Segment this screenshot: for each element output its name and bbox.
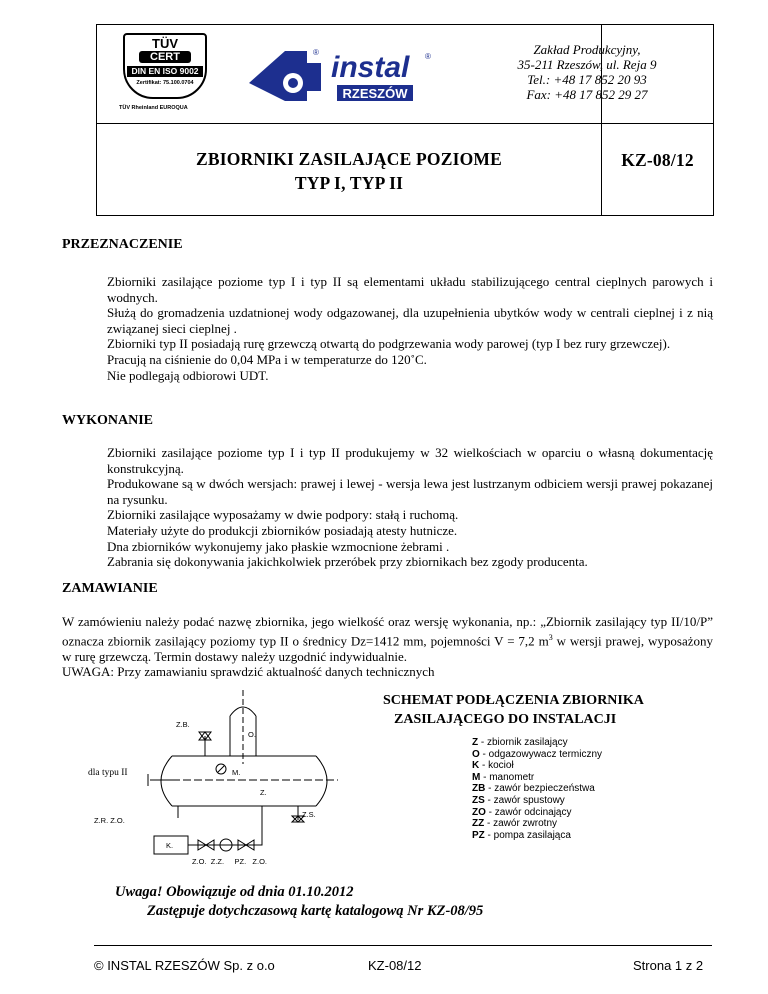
section-heading-przeznaczenie: PRZEZNACZENIE — [62, 237, 183, 252]
order-text-cont: w wersji prawej, wyposażony w rurę grzewczą. Termin dostawy należy uzgodnić indywidualnie. — [62, 632, 714, 664]
label-zb: Z.B. — [176, 720, 190, 729]
label-o: O. — [248, 730, 256, 739]
validity-note: Uwaga! Obowiązuje od dnia 01.10.2012 — [115, 884, 354, 900]
doc-subtitle: TYP I, TYP II — [294, 173, 404, 193]
paragraph: Nie podlegają odbiorowi UDT. — [107, 367, 269, 383]
schema-title-line: ZASILAJĄCEGO DO INSTALACJI — [394, 712, 617, 727]
label-k: K. — [166, 841, 174, 850]
tank-body — [172, 756, 316, 806]
address-box — [461, 24, 714, 124]
legend-item: ZB - zawór bezpieczeństwa — [472, 783, 595, 795]
label-typ2: dla typu II — [88, 768, 128, 778]
order-paragraph — [62, 614, 713, 664]
legend-item: ZO - zawór odcinający — [472, 806, 572, 818]
paragraph: Zbiorniki zasilające poziome typ I i typ II są elementami układu stabilizującego central cieplnych parowych i wodnych. — [107, 274, 713, 305]
fax-line: Fax: +48 17 852 29 27 — [526, 87, 648, 102]
diagram-svg — [80, 688, 440, 870]
legend-item: K - kocioł — [472, 760, 514, 772]
instal-logo — [245, 43, 435, 107]
order-superscript: 3 — [548, 632, 553, 642]
legend-item: ZS - zawór spustowy — [472, 794, 565, 806]
schema-title-line: SCHEMAT PODŁĄCZENIA ZBIORNIKA — [383, 693, 644, 708]
footer-company: © INSTAL RZESZÓW Sp. z o.o — [94, 958, 275, 973]
cert-text: CERT — [139, 51, 191, 63]
zamawianie-body — [62, 614, 713, 680]
address-line: Zakład Produkcyjny, — [533, 42, 641, 57]
paragraph: Materiały użyte do produkcji zbiorników posiadają atesty hutnicze. — [107, 522, 458, 538]
code-box — [601, 123, 714, 216]
zertifikat-text: Zertifikat: 75.100.0704 — [136, 80, 194, 86]
doc-code: KZ-08/12 — [621, 150, 694, 170]
tuv-text: TÜV — [152, 36, 178, 51]
installation-diagram — [80, 688, 440, 870]
legend-item: ZZ - zawór zwrotny — [472, 818, 558, 830]
legend-item: Z - zbiornik zasilający — [472, 737, 568, 748]
rheinland-text: TÜV Rheinland EUROQUA — [119, 105, 188, 111]
paragraph: Służą do gromadzenia uzdatnionej wody odgazowanej, dla uzupełnienia ubytków wody w centrali cieplnej i z nią związanej sieci cieplnej . — [107, 305, 713, 336]
legend-item: O - odgazowywacz termiczny — [472, 748, 603, 760]
section-heading-zamawianie: ZAMAWIANIE — [62, 581, 158, 596]
paragraph: Zbiorniki zasilające poziome typ I i typ II produkujemy w 32 wielkościach w oparciu o własną dokumentację konstrukcyjną. — [107, 445, 713, 476]
doc-title: ZBIORNIKI ZASILAJĄCE POZIOME — [195, 149, 503, 169]
tuv-cert-logo — [119, 33, 211, 117]
svg-text:®: ® — [313, 48, 319, 57]
przeznaczenie-body — [107, 274, 713, 383]
paragraph: Produkowane są w dwóch wersjach: prawej i lewej - wersja lewa jest lustrzanym odbiciem wersji prawej pokazanej na rysunku. — [107, 476, 713, 507]
label-zr-zo: Z.R. Z.O. — [94, 816, 125, 825]
din-text: DIN EN ISO 9002 — [127, 66, 203, 77]
label-z: Z. — [260, 788, 267, 797]
rzeszow-wordmark: RZESZÓW — [342, 86, 408, 101]
section-heading-wykonanie: WYKONANIE — [62, 413, 154, 428]
instal-logo-mark — [245, 43, 435, 107]
label-m: M. — [232, 768, 241, 777]
instal-wordmark: instal — [331, 51, 410, 84]
paragraph: Pracują na ciśnienie do 0,04 MPa i w temperaturze do 120˚C. — [107, 351, 427, 367]
diagram-legend — [472, 737, 602, 841]
paragraph: Zbiorniki typ II posiadają rurę grzewczą otwartą do podgrzewania wody parowej (typ I bez rury grzewczej). — [107, 336, 671, 352]
svg-text:®: ® — [425, 52, 431, 61]
legend-item: M - manometr — [472, 771, 535, 783]
order-text: W zamówieniu należy podać nazwę zbiornika, jego wielkość oraz wersję wykonania, np.: „Zbiornik zasilający typ II/10/P” oznacza zbiornik zasilający poziomy typ II o średnicy Dz=1412 mm, pojemności V = 7,2 m — [62, 614, 713, 648]
footer-code: KZ-08/12 — [368, 958, 422, 973]
paragraph: Zbiorniki zasilające wyposażamy w dwie podpory: stałą i ruchomą. — [107, 507, 459, 523]
warning-text: UWAGA: Przy zamawianiu sprawdzić aktualność danych technicznych — [62, 664, 435, 680]
label-zs: Z.S. — [302, 810, 316, 819]
paragraph: Zabrania się dokonywania jakichkolwiek przeróbek przy zbiornikach bez zgody producenta. — [107, 554, 588, 570]
address-line: 35-211 Rzeszów, ul. Reja 9 — [517, 57, 657, 72]
label-bottom: Z.O. Z.Z. PZ. Z.O. — [192, 857, 267, 866]
footer-rule — [94, 945, 712, 946]
replacement-note: Zastępuje dotychczasową kartę katalogową Nr KZ-08/95 — [147, 903, 484, 919]
footer-page: Strona 1 z 2 — [633, 958, 704, 973]
phone-line: Tel.: +48 17 852 20 93 — [527, 72, 647, 87]
paragraph: Dna zbiorników wykonujemy jako płaskie wzmocnione żebrami . — [107, 538, 450, 554]
legend-item: PZ - pompa zasilająca — [472, 829, 571, 841]
wykonanie-body — [107, 445, 713, 570]
title-box — [96, 123, 602, 216]
